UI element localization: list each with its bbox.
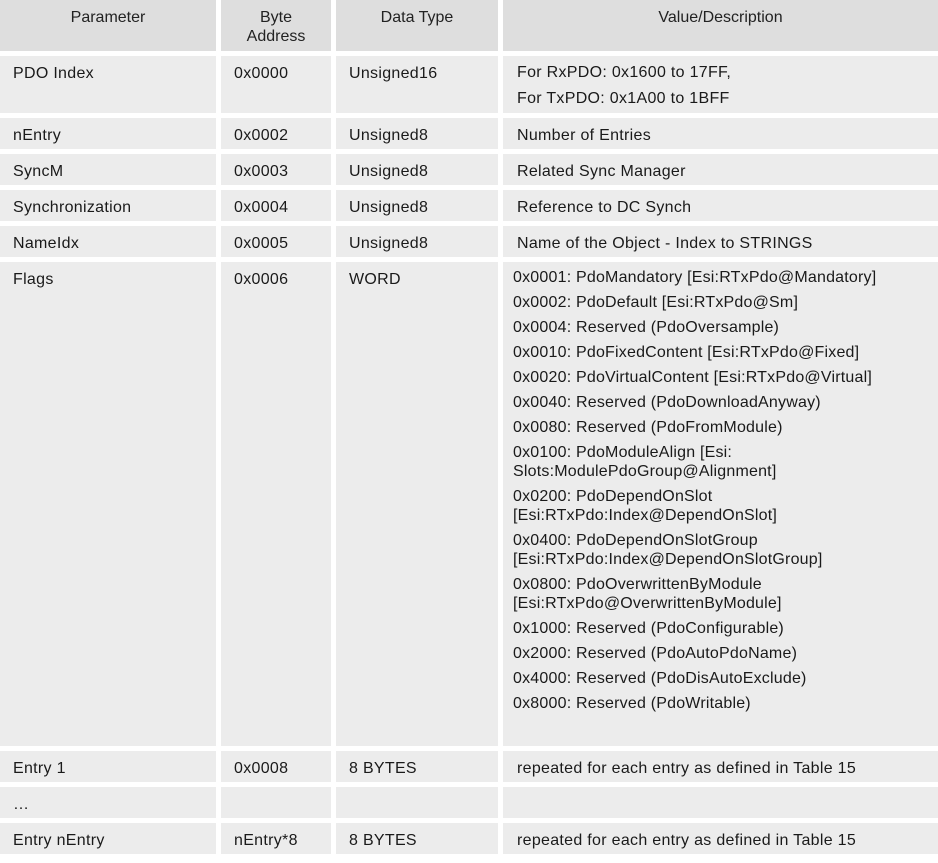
cell-data-type-text: Unsigned8 [349,199,429,216]
cell-parameter [0,154,216,185]
table-row [0,118,938,149]
description-line: Related Sync Manager [517,163,686,180]
cell-byte-address-text: 0x0006 [234,271,289,288]
flag-item: 0x0200: PdoDependOnSlot [Esi:RTxPdo:Index@DependOnSlot] [513,488,778,524]
table-row [0,262,938,746]
flag-item: 0x0080: Reserved (PdoFromModule) [513,419,783,436]
flag-item: 0x0400: PdoDependOnSlotGroup [Esi:RTxPdo:Index@DependOnSlotGroup] [513,532,823,568]
cell-byte-address-text: nEntry*8 [234,832,298,849]
description-line: Number of Entries [517,127,652,144]
flag-item: 0x0100: PdoModuleAlign [Esi: Slots:ModulePdoGroup@Alignment] [513,444,777,480]
cell-value-description [503,823,938,854]
cell-parameter-text: … [13,796,30,813]
table-row [0,56,938,113]
table-row [0,787,938,818]
header-parameter: Parameter [0,0,216,51]
cell-byte-address [221,823,331,854]
cell-parameter-text: PDO Index [13,65,94,82]
cell-parameter-text: Entry 1 [13,760,66,777]
table-row [0,823,938,854]
description-line: Reference to DC Synch [517,199,692,216]
cell-parameter-text: Flags [13,271,54,288]
table-row [0,226,938,257]
cell-parameter-text: Synchronization [13,199,132,216]
cell-value-description [503,118,938,149]
table-row [0,751,938,782]
cell-data-type-text: Unsigned8 [349,235,429,252]
cell-byte-address [221,751,331,782]
flag-item: 0x0004: Reserved (PdoOversample) [513,319,780,336]
cell-data-type [336,823,498,854]
description-line: For RxPDO: 0x1600 to 17FF, [517,64,732,81]
header-data-type: Data Type [336,0,498,51]
cell-value-description [503,787,938,818]
description-line: Name of the Object - Index to STRINGS [517,235,813,252]
description-line: For TxPDO: 0x1A00 to 1BFF [517,90,730,107]
header-value-description: Value/Description [503,0,938,51]
cell-parameter-text: NameIdx [13,235,80,252]
description-line: repeated for each entry as defined in Table 15 [517,760,857,777]
cell-parameter [0,190,216,221]
cell-value-description [503,751,938,782]
cell-byte-address [221,262,331,746]
cell-byte-address-text: 0x0004 [234,199,289,216]
cell-data-type [336,154,498,185]
cell-data-type-text: Unsigned8 [349,127,429,144]
cell-parameter [0,56,216,113]
description-line: repeated for each entry as defined in Table 15 [517,832,857,849]
cell-byte-address-text: 0x0005 [234,235,289,252]
cell-byte-address-text: 0x0003 [234,163,289,180]
cell-data-type-text: 8 BYTES [349,832,417,849]
cell-value-description [503,154,938,185]
cell-byte-address [221,787,331,818]
cell-parameter-text: nEntry [13,127,62,144]
cell-data-type [336,751,498,782]
flag-item: 0x4000: Reserved (PdoDisAutoExclude) [513,670,807,687]
cell-data-type-text: Unsigned8 [349,163,429,180]
cell-parameter [0,118,216,149]
cell-byte-address [221,56,331,113]
cell-parameter-text: SyncM [13,163,64,180]
flag-item: 0x0010: PdoFixedContent [Esi:RTxPdo@Fixed] [513,344,860,361]
flag-item: 0x0020: PdoVirtualContent [Esi:RTxPdo@Virtual] [513,369,872,386]
cell-byte-address [221,190,331,221]
cell-data-type [336,190,498,221]
cell-value-description [503,226,938,257]
flag-item: 0x0002: PdoDefault [Esi:RTxPdo@Sm] [513,294,799,311]
cell-data-type [336,118,498,149]
cell-data-type-text: WORD [349,271,401,288]
cell-byte-address [221,154,331,185]
cell-data-type [336,787,498,818]
flag-item: 0x2000: Reserved (PdoAutoPdoName) [513,645,798,662]
cell-data-type-text: Unsigned16 [349,65,438,82]
flag-item: 0x0800: PdoOverwrittenByModule [Esi:RTxPdo@OverwrittenByModule] [513,576,782,612]
cell-parameter [0,226,216,257]
cell-data-type [336,56,498,113]
cell-data-type [336,262,498,746]
cell-data-type [336,226,498,257]
header-byte-address: Byte Address [221,0,331,51]
cell-parameter [0,787,216,818]
cell-byte-address [221,226,331,257]
cell-parameter [0,751,216,782]
cell-byte-address [221,118,331,149]
table-row [0,154,938,185]
cell-byte-address-text: 0x0002 [234,127,289,144]
cell-byte-address-text [221,787,331,795]
cell-parameter [0,823,216,854]
flag-item: 0x0001: PdoMandatory [Esi:RTxPdo@Mandatory] [513,269,877,286]
cell-byte-address-text: 0x0008 [234,760,289,777]
table-row [0,190,938,221]
cell-data-type-text [336,787,498,795]
cell-value-description [503,262,938,746]
cell-data-type-text: 8 BYTES [349,760,417,777]
flag-item: 0x0040: Reserved (PdoDownloadAnyway) [513,394,821,411]
cell-byte-address-text: 0x0000 [234,65,289,82]
flag-item: 0x8000: Reserved (PdoWritable) [513,695,751,712]
cell-parameter-text: Entry nEntry [13,832,105,849]
table-header-row [0,0,938,51]
cell-parameter [0,262,216,746]
flag-item: 0x1000: Reserved (PdoConfigurable) [513,620,784,637]
cell-value-description [503,190,938,221]
cell-value-description [503,56,938,113]
